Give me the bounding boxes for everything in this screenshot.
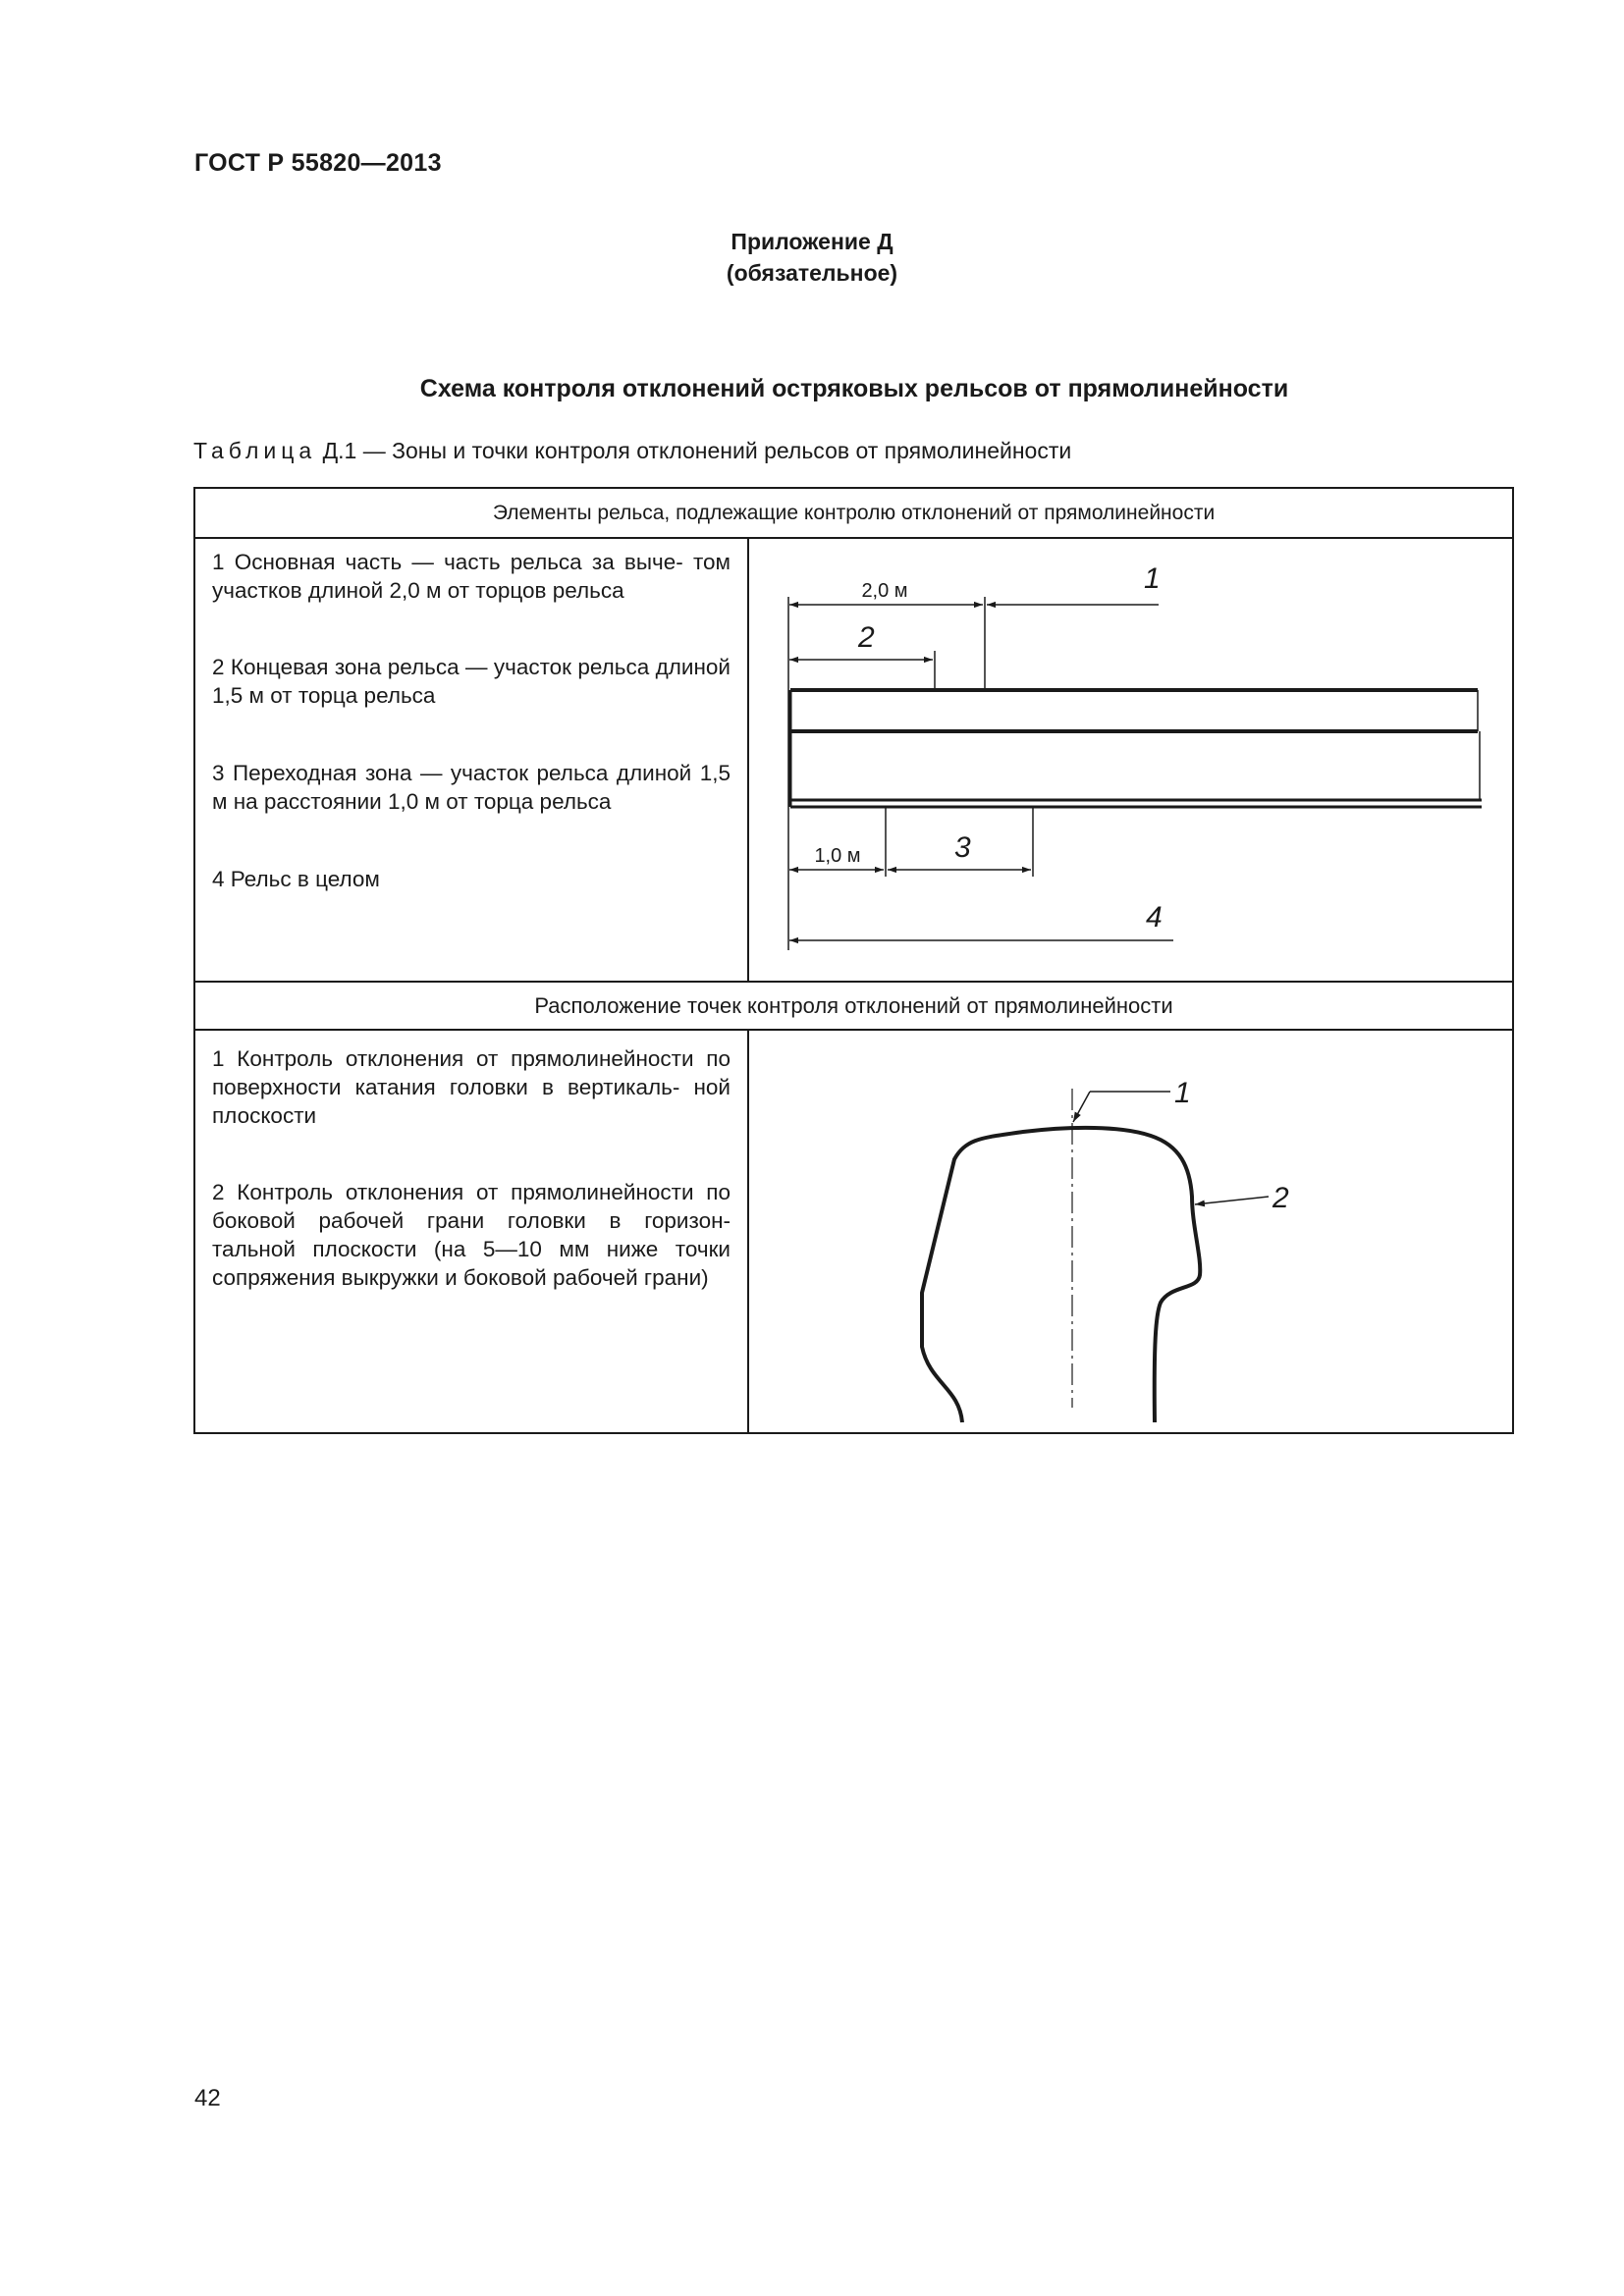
section-title: Схема контроля отклонений остряковых рельсов от прямолинейности [419, 375, 1289, 402]
control-point-item-2: 2 Контроль отклонения от прямолинейности по боковой рабочей грани головки в горизон- тальной плоскости (на 5—10 мм ниже точки сопряжения выкружки и боковой рабочей грани) [212, 1180, 731, 1290]
zone-item-4: 4 Рельс в целом [212, 867, 380, 891]
table-rule [195, 981, 1512, 983]
appendix-title: Приложение Д [731, 229, 893, 254]
dim-label-1m: 1,0 м [814, 845, 861, 867]
rail-head-profile-diagram [748, 1030, 1512, 1434]
rail-zones-diagram [748, 538, 1512, 980]
zone-label-1: 1 [1144, 562, 1161, 595]
table-caption-text: Д.1 — Зоны и точки контроля отклонений рельсов от прямолинейности [316, 438, 1072, 463]
appendix-status: (обязательное) [726, 260, 898, 286]
zone-label-3: 3 [954, 831, 971, 864]
point-label-2: 2 [1272, 1182, 1289, 1214]
zone-label-2: 2 [858, 621, 875, 654]
control-point-item-1: 1 Контроль отклонения от прямолинейности по поверхности катания головки в вертикаль- ной плоскости [212, 1046, 731, 1128]
table-caption-label: Таблица [193, 438, 317, 463]
table-caption [193, 438, 1071, 464]
section1-header: Элементы рельса, подлежащие контролю отклонений от прямолинейности [492, 502, 1216, 524]
zone-item-3: 3 Переходная зона — участок рельса длиной 1,5 м на расстоянии 1,0 м от торца рельса [212, 761, 731, 814]
leader-line-2 [1195, 1197, 1269, 1204]
zones-table [193, 487, 1514, 1434]
standard-number: ГОСТ Р 55820—2013 [194, 149, 442, 177]
section2-header: Расположение точек контроля отклонений от прямолинейности [534, 993, 1173, 1018]
dim-label-2m: 2,0 м [861, 580, 908, 602]
page-number: 42 [194, 2085, 221, 2111]
point-label-1: 1 [1174, 1077, 1191, 1109]
zone-item-1: 1 Основная часть — часть рельса за выче- том участков длиной 2,0 м от торцов рельса [212, 550, 731, 603]
rail-head-profile [922, 1128, 1200, 1422]
zone-item-2: 2 Концевая зона рельса — участок рельса длиной 1,5 м от торца рельса [212, 655, 731, 708]
leader-line-1-arrow [1073, 1092, 1090, 1122]
appendix-heading [0, 226, 1624, 289]
zone-label-4: 4 [1146, 901, 1163, 934]
